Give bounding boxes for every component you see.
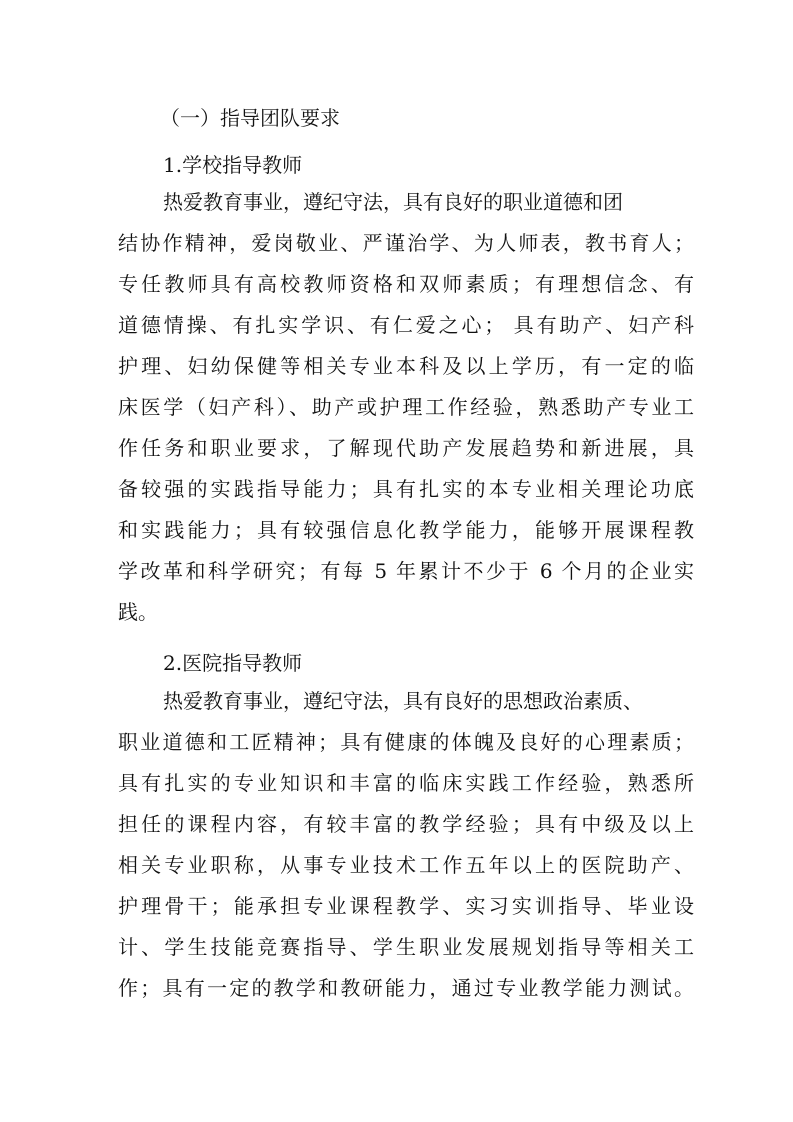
hospital-teacher-heading: 2.医院指导教师 <box>163 651 303 675</box>
school-teacher-heading: 1.学校指导教师 <box>163 153 303 177</box>
para1-line-2: 结协作精神，爱岗敬业、严谨治学、为人师表，教书育人； <box>118 231 694 255</box>
section-heading: （一）指导团队要求 <box>160 106 340 130</box>
para2-line-5: 相关专业职称，从事专业技术工作五年以上的医院助产、 <box>118 853 694 877</box>
para1-line-11: 践。 <box>118 600 158 624</box>
para2-line-2: 职业道德和工匠精神；具有健康的体魄及良好的心理素质； <box>118 730 694 754</box>
para1-line-10: 学改革和科学研究；有每 5 年累计不少于 6 个月的企业实 <box>118 559 694 583</box>
para2-line-8: 作；具有一定的教学和教研能力，通过专业教学能力测试。 <box>118 976 694 1000</box>
para2-line-3: 具有扎实的专业知识和丰富的临床实践工作经验，熟悉所 <box>118 771 694 795</box>
para1-line-4: 道德情操、有扎实学识、有仁爱之心； 具有助产、妇产科 <box>118 313 694 337</box>
para1-line-8: 备较强的实践指导能力；具有扎实的本专业相关理论功底 <box>118 477 694 501</box>
para2-line-1: 热爱教育事业，遵纪守法，具有良好的思想政治素质、 <box>163 689 643 713</box>
para1-line-9: 和实践能力；具有较强信息化教学能力，能够开展课程教 <box>118 518 694 542</box>
para2-line-6: 护理骨干；能承担专业课程教学、实习实训指导、毕业设 <box>118 894 694 918</box>
para1-line-5: 护理、妇幼保健等相关专业本科及以上学历，有一定的临 <box>118 354 694 378</box>
para1-line-6: 床医学（妇产科）、助产或护理工作经验，熟悉助产专业工 <box>118 395 694 419</box>
para2-line-4: 担任的课程内容，有较丰富的教学经验；具有中级及以上 <box>118 812 694 836</box>
para1-line-3: 专任教师具有高校教师资格和双师素质；有理想信念、有 <box>118 272 694 296</box>
para2-line-7: 计、学生技能竞赛指导、学生职业发展规划指导等相关工 <box>118 935 694 959</box>
para1-line-1: 热爱教育事业，遵纪守法，具有良好的职业道德和团 <box>163 190 623 214</box>
para1-line-7: 作任务和职业要求，了解现代助产发展趋势和新进展，具 <box>118 436 694 460</box>
